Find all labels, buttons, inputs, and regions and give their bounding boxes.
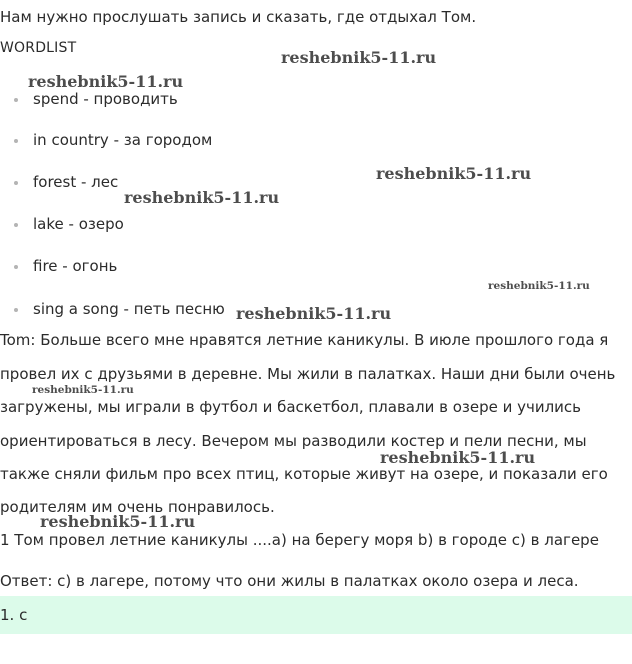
answer-text: Ответ: c) в лагере, потому что они жилы в палатках около озера и леса. bbox=[0, 572, 579, 590]
watermark: reshebnik5-11.ru bbox=[32, 384, 134, 396]
watermark: reshebnik5-11.ru bbox=[236, 304, 392, 323]
bullet-icon bbox=[14, 223, 18, 227]
list-item-text: spend - проводить bbox=[33, 90, 178, 108]
story-line: Tom: Больше всего мне нравятся летние каникулы. В июле прошлого года я bbox=[0, 331, 609, 349]
list-item bbox=[14, 256, 117, 276]
list-item-text: lake - озеро bbox=[33, 215, 124, 233]
bullet-icon bbox=[14, 181, 18, 185]
watermark: reshebnik5-11.ru bbox=[380, 448, 536, 467]
list-item-text: sing a song - петь песню bbox=[33, 300, 225, 318]
story-line: ориентироваться в лесу. Вечером мы разводили костер и пели песни, мы bbox=[0, 432, 587, 450]
intro-text: Нам нужно прослушать запись и сказать, где отдыхал Том. bbox=[0, 8, 477, 26]
watermark: reshebnik5-11.ru bbox=[488, 280, 590, 292]
question-text: 1 Том провел летние каникулы ....a) на берегу моря b) в городе c) в лагере bbox=[0, 531, 599, 549]
answer-box-text: 1. c bbox=[0, 606, 28, 624]
list-item-text: forest - лес bbox=[33, 173, 119, 191]
list-item-text: fire - огонь bbox=[33, 257, 118, 275]
list-item-text: in country - за городом bbox=[33, 131, 213, 149]
story-line: также сняли фильм про всех птиц, которые живут на озере, и показали его bbox=[0, 465, 608, 483]
bullet-icon bbox=[14, 139, 18, 143]
list-item bbox=[14, 89, 178, 109]
story-line: провел их с друзьями в деревне. Мы жили в палатках. Наши дни были очень bbox=[0, 365, 616, 383]
watermark: reshebnik5-11.ru bbox=[124, 188, 280, 207]
watermark: reshebnik5-11.ru bbox=[281, 48, 437, 67]
list-item bbox=[14, 299, 225, 319]
list-item bbox=[14, 214, 124, 234]
story-line: загружены, мы играли в футбол и баскетбол, плавали в озере и учились bbox=[0, 398, 582, 416]
wordlist-heading: WORDLIST bbox=[0, 40, 77, 56]
list-item bbox=[14, 172, 118, 192]
bullet-icon bbox=[14, 308, 18, 312]
bullet-icon bbox=[14, 98, 18, 102]
story-line: родителям им очень понравилось. bbox=[0, 498, 275, 516]
watermark: reshebnik5-11.ru bbox=[28, 72, 184, 91]
watermark: reshebnik5-11.ru bbox=[376, 164, 532, 183]
watermark: reshebnik5-11.ru bbox=[40, 512, 196, 531]
answer-box bbox=[0, 596, 632, 634]
bullet-icon bbox=[14, 265, 18, 269]
list-item bbox=[14, 130, 212, 150]
